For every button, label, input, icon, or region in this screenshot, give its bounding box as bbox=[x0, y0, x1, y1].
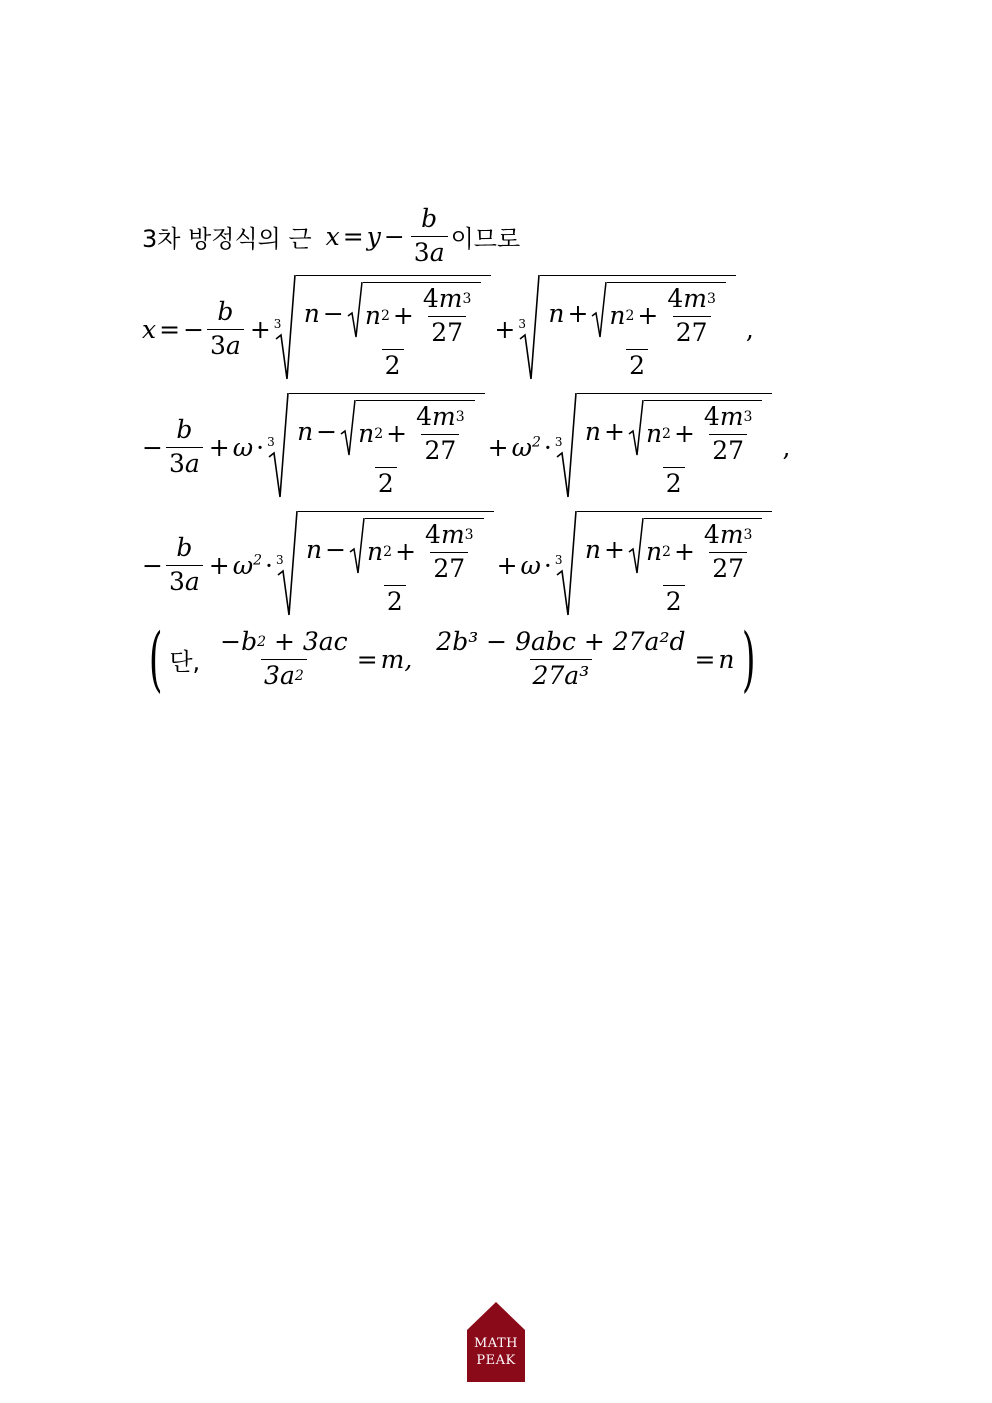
intro-y: y bbox=[366, 221, 381, 251]
line3-omega-sq: $\omega^2$ bbox=[232, 550, 263, 580]
line2-omega-sq: $\omega^2$ bbox=[511, 432, 541, 462]
line3-cuberoot-minus: 3 n − n 2 + 4 m 3 27 2 bbox=[276, 511, 494, 619]
condition-m: m, bbox=[380, 644, 413, 674]
line1-comma: , bbox=[745, 314, 754, 344]
line2-cuberoot-minus: 3 n − n 2 + 4 m 3 27 2 bbox=[267, 393, 485, 501]
root-line-3: − b 3 a + $\omega^2$ · 3 n − n 2 + 4 m 3 27 2 + ω · 3 n + n 2 + 4 m 3 27 2 bbox=[142, 511, 772, 619]
line2-b-over-3a: b 3 a bbox=[166, 416, 203, 479]
condition-label: 단, bbox=[169, 647, 201, 676]
line3-b-over-3a: b 3 a bbox=[166, 534, 203, 597]
math-peak-logo bbox=[467, 1302, 525, 1382]
intro-frac-den: 3 a bbox=[411, 236, 448, 268]
line3-omega: ω bbox=[520, 550, 541, 580]
intro-suffix: 이므로 bbox=[450, 224, 521, 253]
intro-frac-num: b bbox=[421, 204, 438, 233]
condition-line: ( 단, −b 2 + 3ac 3a 2 = m, $\frac{\text{2b³ − 9abc + 27a²d}}{\text{27a³}}$ = n ) bbox=[148, 618, 756, 701]
condition-n: n bbox=[718, 644, 735, 674]
condition-frac-m: −b 2 + 3ac 3a 2 bbox=[220, 627, 348, 690]
condition-frac-n: $\frac{\text{2b³ − 9abc + 27a²d}}{\text{27a³}}$ bbox=[436, 627, 686, 690]
root-line-2: − b 3 a + ω · 3 n − n 2 + 4 m 3 27 2 + $\omega^2$ · 3 n + n 2 + 4 m 3 27 2 , bbox=[142, 393, 790, 501]
intro-prefix: 3차 방정식의 근 bbox=[142, 224, 312, 253]
cube-index: 3 bbox=[273, 317, 282, 331]
intro-frac bbox=[411, 205, 448, 268]
intro-minus: − bbox=[383, 221, 405, 251]
line1-cuberoot-minus: 3 n − n 2 + 4 m 3 27 2 bbox=[274, 275, 492, 383]
intro-eq: = bbox=[342, 221, 364, 251]
line1-minus: − bbox=[183, 314, 205, 344]
right-paren: ) bbox=[741, 618, 756, 701]
left-paren: ( bbox=[148, 618, 163, 701]
line1-x: x bbox=[142, 314, 157, 344]
root-line-1: x = − b 3 a + 3 n − n 2 + 4 m 3 27 2 + 3 n + n 2 + 4 m 3 27 2 , bbox=[142, 275, 754, 383]
intro-line bbox=[142, 205, 520, 268]
line3-cuberoot-plus: 3 n + n 2 + 4 m 3 27 2 bbox=[555, 511, 773, 619]
line2-omega: ω bbox=[232, 432, 254, 462]
line2-comma: , bbox=[782, 432, 791, 462]
line1-eq: = bbox=[159, 314, 181, 344]
logo-line-1: MATH bbox=[474, 1336, 518, 1351]
line1-cuberoot-plus: 3 n + n 2 + 4 m 3 27 2 bbox=[518, 275, 736, 383]
intro-x: x bbox=[325, 221, 340, 251]
logo-line-2: PEAK bbox=[476, 1353, 516, 1368]
line1-b-over-3a: b 3 a bbox=[207, 298, 244, 361]
line2-cuberoot-plus: 3 n + n 2 + 4 m 3 27 2 bbox=[555, 393, 773, 501]
